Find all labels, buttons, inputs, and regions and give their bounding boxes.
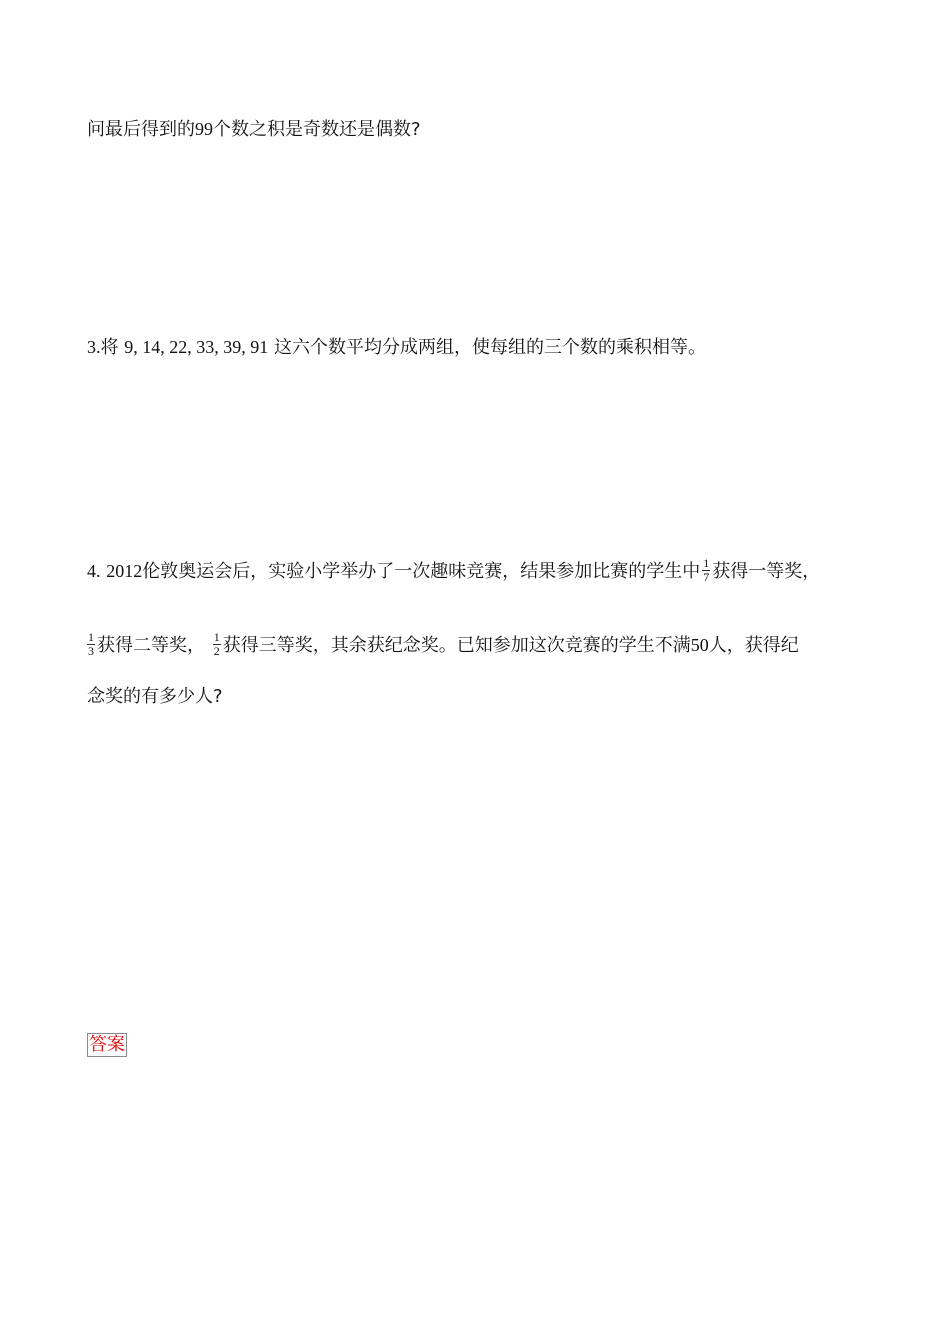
q2-line: [87, 116, 421, 143]
q4-limit: 50: [690, 635, 709, 655]
answer-link[interactable]: 答案: [89, 1034, 125, 1055]
q4-line-3: [87, 684, 223, 710]
frac2-denominator: 3: [88, 643, 94, 658]
q4-year: 2012: [106, 561, 143, 581]
q4-label: 4.: [87, 561, 101, 581]
q3-numbers: 9, 14, 22, 33, 39, 91: [124, 337, 269, 357]
q4-line2-b: 获得三等奖，其余获纪念奖。已知参加这次竞赛的学生不满: [222, 635, 691, 656]
q2-number: 99: [195, 119, 213, 139]
q4-fraction-one-half: [213, 631, 221, 658]
q4-line2-c: 人，获得纪: [708, 635, 799, 656]
q4-fraction-one-third: [87, 631, 95, 658]
q4-line2-a: 获得二等奖，: [97, 635, 205, 656]
frac3-denominator: 2: [213, 643, 220, 658]
q4-line-2: [87, 629, 799, 660]
frac2-numerator: 1: [88, 629, 94, 644]
q3-text-pre: 将: [100, 337, 119, 358]
frac3-numerator: 1: [213, 629, 220, 644]
q4-line1-tail: 获得一等奖，: [712, 561, 821, 582]
q4-fraction-one-seventh: [702, 557, 710, 584]
frac1-numerator: 1: [703, 555, 710, 570]
q4-line1-text: 伦敦奥运会后，实验小学举办了一次趣味竞赛，结果参加比赛的学生中: [142, 561, 701, 582]
q4-line3-text: 念奖的有多少人?: [87, 686, 223, 707]
frac1-denominator: 7: [703, 569, 710, 584]
q3-line: [87, 334, 706, 361]
q4-line-1: [87, 555, 821, 586]
q2-text-post: 个数之积是奇数还是偶数?: [213, 119, 421, 140]
q3-text-post: 这六个数平均分成两组，使每组的三个数的乘积相等。: [273, 337, 706, 358]
q3-label: 3.: [87, 337, 101, 357]
q2-text-pre: 问最后得到的: [87, 119, 195, 140]
